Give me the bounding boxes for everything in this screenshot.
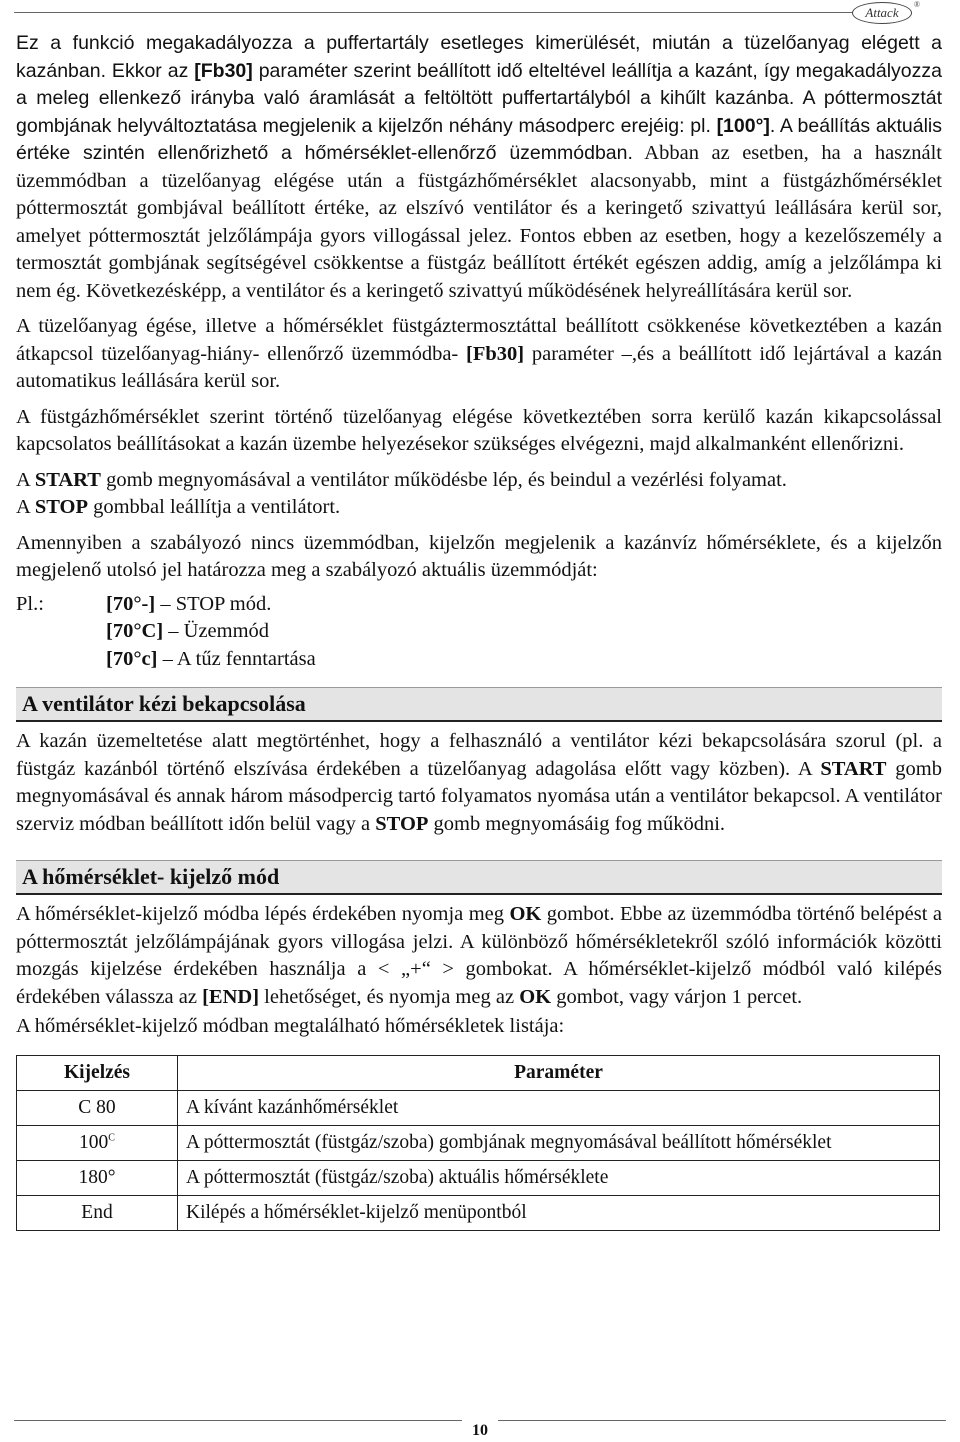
example-label: Pl.: xyxy=(16,592,44,615)
parameter-cell: A póttermosztát (füstgáz/szoba) aktuális hőmérséklete xyxy=(178,1160,940,1195)
display-code-cell: $100^C$ xyxy=(17,1125,178,1160)
parameter-cell: Kilépés a hőmérséklet-kijelző menüpontból xyxy=(178,1195,940,1230)
page-number: 10 xyxy=(462,1420,498,1442)
mode-example xyxy=(16,591,942,674)
section-heading-fan-manual: A ventilátor kézi bekapcsolása xyxy=(16,687,942,722)
paragraph-fan-manual: A kazán üzemeltetése alatt megtörténhet, hogy a felhasználó a ventilátor kézi bekapcsolására szorul (pl. a füstgáz kazánból történő elszívása érdekében a tüzelőanyag adagolása előtt vagy közben). A START gomb megnyomásával és annak három másodpercig tartó folyamatos nyomása után a ventilátor bekapcsol. A ventilátor szerviz módban beállított időn belül vagy a STOP gomb megnyomásáig fog működni. xyxy=(16,730,942,835)
attack-logo: Attack xyxy=(852,2,912,24)
temperature-list-table xyxy=(16,1055,940,1231)
ok-keyword: OK xyxy=(509,903,542,925)
column-header-parameter: Paraméter xyxy=(178,1055,940,1090)
end-keyword: [END] xyxy=(202,985,260,1008)
paragraph-flue-settings: A füstgázhőmérséklet szerint történő tüzelőanyag elégése következtében sorra kerülő kazán kikapcsolással kapcsolatos beállításokat a kazán üzembe helyezésekor szükséges elvégezni, majd alkalmanként ellenőrizni. xyxy=(16,405,942,455)
stop-keyword: STOP xyxy=(375,812,429,835)
start-keyword: START xyxy=(820,757,887,780)
param-fb30-2: [Fb30] xyxy=(466,342,525,365)
paragraph-list-intro: A hőmérséklet-kijelző módban megtalálható hőmérsékletek listája: xyxy=(16,1015,565,1037)
paragraph-start-stop: A START gomb megnyomásával a ventilátor működésbe lép, és beindul a vezérlési folyamat. A STOP gombbal leállítja a ventilátort. xyxy=(16,468,787,518)
example-lines xyxy=(106,591,942,674)
paragraph-buffer-function: Ez a funkció megakadályozza a puffertartály esetleges kimerülését, miután a tüzelőanyag elégett a kazánban. Ekkor az [Fb30] paraméter szerint beállított idő elteltével leállítja a kazánt, így megakadályozza a meleg ellenkező irányba való áramlását a feltöltött puffertartályból a kihűlt kazánba. A póttermosztát gombjának helyváltoztatása megjelenik a kijelzőn néhány másodperc erejéig: pl. [100°]. A beállítás aktuális értéke szintén ellenőrizhető a hőmérséklet-ellenőrző üzemmódban. Abban az esetben, ha a használt üzemmódban a tüzelőanyag elégése után a füstgázhőmérséklet alacsonyabb, mint a füstgázhőmérséklet póttermosztát gombjával beállított értéke, az elszívó ventilátor és a keringető szivattyú leállására kerül sor, amelyet póttermosztát jelzőlámpája gyors villogással jelez. Fontos ebben az esetben, hogy a kezelőszemély a termosztát gombjának segítségével csökkentse a füstgáz beállított értékét egészen addig, amíg a jelzőlámpa ki nem ég. Következésképp, a ventilátor és a keringető szivattyú működésének helyreállítására kerül sor. xyxy=(16,32,942,302)
table-row xyxy=(17,1195,940,1230)
column-header-display: Kijelzés xyxy=(17,1055,178,1090)
example-line: [70°c] – A tűz fenntartása xyxy=(106,647,316,670)
parameter-cell: A póttermosztát (füstgáz/szoba) gombjának megnyomásával beállított hőmérséklet xyxy=(178,1125,940,1160)
section-heading-temp-display: A hőmérséklet- kijelző mód xyxy=(16,860,942,895)
example-line: [70°-] – STOP mód. xyxy=(106,592,272,615)
header-rule xyxy=(14,12,900,13)
table-header-row xyxy=(17,1055,940,1090)
example-line: [70°C] – Üzemmód xyxy=(106,620,270,642)
display-code-cell: 180° xyxy=(17,1160,178,1195)
parameter-cell: A kívánt kazánhőmérséklet xyxy=(178,1090,940,1125)
stop-keyword: STOP xyxy=(34,496,88,518)
registered-mark: ® xyxy=(913,0,920,9)
start-keyword: START xyxy=(34,468,101,491)
ok-keyword: OK xyxy=(519,985,552,1008)
display-code-cell: End xyxy=(17,1195,178,1230)
page-content xyxy=(16,30,942,1231)
display-example-100: [100°] xyxy=(716,114,770,137)
table-row xyxy=(17,1160,940,1195)
paragraph-display-mode: Amennyiben a szabályozó nincs üzemmódban, kijelzőn megjelenik a kazánvíz hőmérséklete, és a kijelzőn megjelenő utolsó jel határozza meg a szabályozó aktuális üzemmódját: xyxy=(16,531,942,581)
paragraph-fuel-shortage: A tüzelőanyag égése, illetve a hőmérséklet füstgáztermosztáttal beállított csökkenése következtében a kazán átkapcsol tüzelőanyag-hiány- ellenőrző üzemmódba- [Fb30] paraméter –,és a beállított idő lejártával a kazán automatikus leállására kerül sor. xyxy=(16,315,942,392)
table-row xyxy=(17,1125,940,1160)
display-code-cell: C 80 xyxy=(17,1090,178,1125)
table-row xyxy=(17,1090,940,1125)
param-fb30: [Fb30] xyxy=(194,59,253,82)
paragraph-temp-display: A hőmérséklet-kijelző módba lépés érdekében nyomja meg OK gombot. Ebbe az üzemmódba történő belépést a póttermosztát jelzőlámpájának gyors villogása jelzi. A különböző hőmérsékletekről szóló információk közötti mozgás kijelzése érdekében használja a < „+“ > gombokat. A hőmérséklet-kijelző módból való kilépés érdekében válassza az [END] lehetőséget, és nyomja meg az OK gombot, vagy várjon 1 percet. xyxy=(16,903,942,1008)
